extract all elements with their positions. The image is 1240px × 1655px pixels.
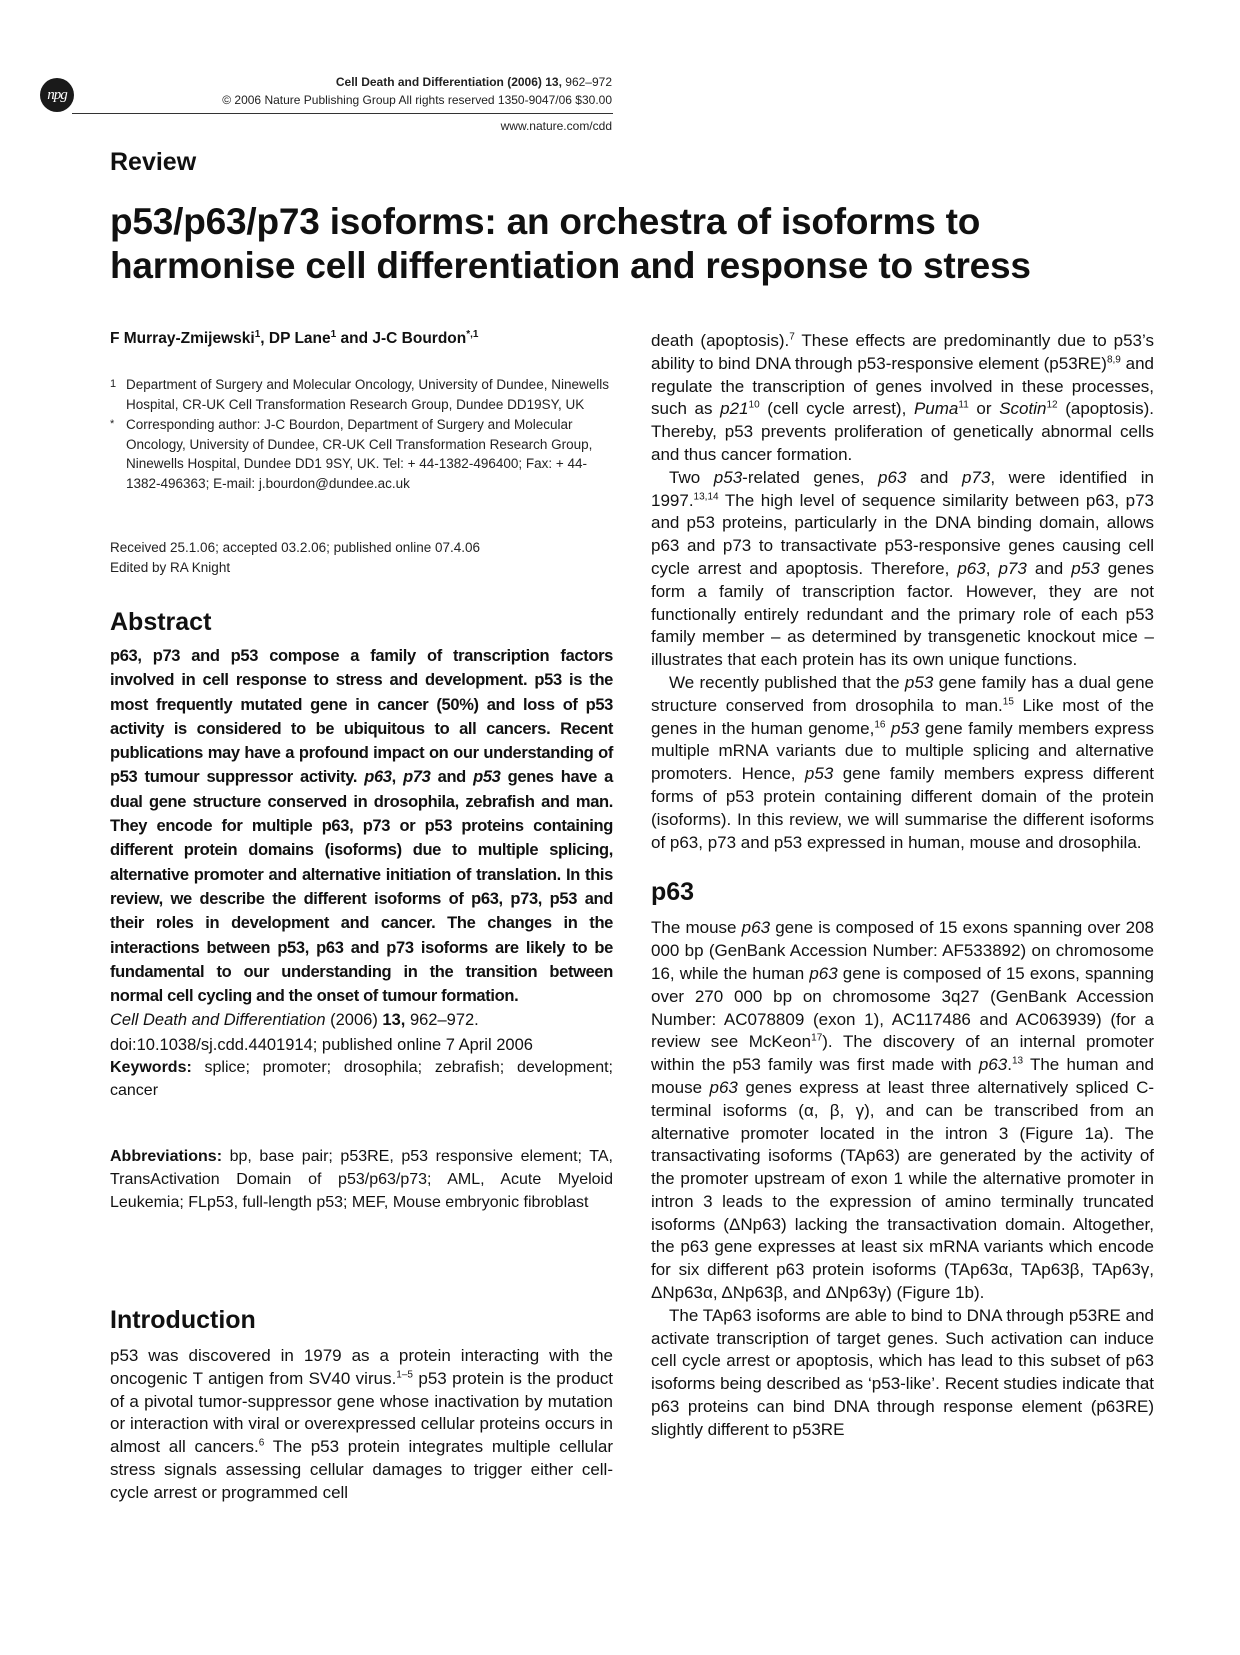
text-run: gene is composed of 15 exons spanning over 208 000 bp (GenBank Accession Number: AF533892) on chromosome 16, while the human: [651, 918, 1155, 983]
text-run: gene family members express multiple mRNA variants due to multiple splicing and alternative promoters. Hence,: [651, 718, 1154, 784]
reference: 12: [1046, 399, 1058, 411]
journal-url[interactable]: www.nature.com/cdd: [500, 119, 612, 133]
gene-name: p73: [998, 558, 1027, 578]
header-rule: [72, 113, 613, 114]
edited-by: Edited by RA Knight: [110, 559, 231, 575]
reference: 6: [258, 1437, 265, 1449]
abstract-text: [110, 644, 613, 1008]
gene-name: p53: [804, 764, 834, 784]
text-run: genes express at least three alternatively spliced C-terminal isoforms (α, β, γ), and can be transcribed from an alternative promoter located in the intron 3 (Figure 1a). The transactivating isoforms (TAp63) are generated by the activity of the promoter upstream of exon 1 while the alternative promoter in intron 3 leads to the expression of amino terminally truncated isoforms (ΔNp63) lacking the transactivation domain. Altogether, the p63 gene expresses at least six mRNA variants which encode for six different p63 protein isoforms (TAp63α, TAp63β, TAp63γ, ΔNp63α, ΔNp63β, and ΔNp63γ) (Figure 1b).: [651, 1077, 1155, 1303]
author-3: and J-C Bourdon: [336, 330, 467, 347]
corresponding-mark: *: [110, 418, 115, 430]
text-run: (cell cycle arrest),: [759, 399, 914, 419]
author-1: F Murray-Zmijewski: [110, 330, 255, 347]
affiliations: [110, 375, 613, 493]
text-run: gene is composed of 15 exons, spanning over 270 000 bp on chromosome 3q27 (GenBank Accession Number: AC078809 (exon 1), AC117486 and AC063939) (for a review see McKeon: [651, 963, 1154, 1052]
text-run: and regulate the transcription of genes involved in these processes, such as: [651, 353, 1154, 419]
citation-volume: 13,: [382, 1011, 406, 1030]
text-run: (apoptosis). Thereby, p53 prevents proliferation of genetically abnormal cells and thus cancer formation.: [651, 399, 1155, 464]
gene-name: p63: [741, 918, 771, 938]
paragraph-continued: [651, 330, 1154, 467]
gene-name: p53: [473, 768, 501, 787]
reference: 15: [1002, 696, 1014, 708]
title-line-2: harmonise cell differentiation and response to stress: [110, 245, 1031, 286]
text-run: , were identified in 1997.: [651, 467, 1154, 510]
citation-year: (2006): [325, 1011, 383, 1030]
affiliation-1-mark: 1: [110, 378, 117, 390]
p63-paragraph-2: The TAp63 isoforms are able to bind to DNA through p53RE and activate transcription of target genes. Such activation can induce cell cycle arrest or apoptosis, which has lead to this subset of p63 isoforms being described as ‘p53-like’. Recent studies indicate that p63 proteins can bind DNA through response element (p63RE) slightly different to p53RE: [651, 1305, 1154, 1439]
reference: 13,14: [693, 490, 719, 502]
text-run: genes form a family of transcription factor. However, they are not functionally entirely redundant and the primary role of each p53 family member – as determined by transgenetic knockout mice – illustrates that each protein has its own unique functions.: [651, 558, 1155, 670]
reference: 8,9: [1106, 354, 1121, 366]
gene-name: p53: [904, 672, 934, 692]
author-2: , DP Lane: [260, 330, 331, 347]
text-run: ,: [985, 558, 999, 578]
gene-name: p53: [1071, 558, 1100, 578]
text-run: and: [1026, 558, 1072, 578]
affiliation-1-text: Department of Surgery and Molecular Oncology, University of Dundee, Ninewells Hospital, CR-UK Cell Transformation Research Group, Dundee DD19SY, UK: [126, 377, 609, 412]
author-2-affil: 1: [330, 328, 337, 340]
gene-name: p63: [978, 1055, 1008, 1075]
text-run: The high level of sequence similarity between p63, p73 and p53 proteins, particularly in the DNA binding domain, allows p63 and p73 to transactivate p53-responsive genes causing cell cycle arrest and apoptosis. Therefore,: [651, 490, 1154, 578]
reference: 13: [1011, 1055, 1024, 1067]
text-run: and: [906, 467, 962, 487]
abbreviations-text: bp, base pair; p53RE, p53 responsive element; TA, TransActivation Domain of p53/p63/p73; AML, Acute Myeloid Leukemia; FLp53, full-length p53; MEF, Mouse embryonic fibroblast: [110, 1148, 613, 1211]
text-run: ). The discovery of an internal promoter within the p53 family was first made with: [651, 1032, 1155, 1075]
gene-name: p63: [957, 558, 986, 578]
citation-journal: Cell Death and Differentiation: [110, 1011, 326, 1030]
text-run: p53 was discovered in 1979 as a protein interacting with the oncogenic T antigen from SV40 virus.: [110, 1346, 613, 1388]
text-run: These effects are predominantly due to p53’s ability to bind DNA through p53-responsive element (p53RE): [651, 331, 1154, 373]
reference: 11: [958, 399, 969, 411]
journal-volume: 13,: [545, 75, 562, 89]
text-run: The p53 protein integrates multiple cellular stress signals assessing cellular damages to trigger either cell-cycle arrest or programmed cell: [110, 1437, 613, 1502]
p63-paragraph: [651, 917, 1154, 1305]
corresponding-text: Corresponding author: J-C Bourdon, Department of Surgery and Molecular Oncology, University of Dundee, CR-UK Cell Transformation Research Group, Ninewells Hospital, Dundee DD1 9SY, UK. Tel: + 44-1382-496400; Fax: + 44-1382-496363; E-mail: j.bourdon@dundee.ac.uk: [126, 417, 593, 491]
abstract-section: [110, 608, 613, 1057]
abstract-part: p63, p73 and p53 compose a family of transcription factors involved in cell response to stress and development. p53 is the most frequently mutated gene in cancer (50%) and loss of p53 activity is considered to be ubiquitous to all cancers. Recent publications may have a profound impact on our understanding of p53 tumour suppressor activity.: [110, 647, 613, 787]
reference: 16: [874, 718, 886, 730]
gene-name: Scotin: [999, 399, 1047, 419]
introduction-section: [110, 1306, 613, 1505]
text-run: gene family members express different forms of p53 protein containing different domain of the protein (isoforms). In this review, we will summarise the different isoforms of p63, p73 and p53 expressed in human, mouse and drosophila.: [651, 764, 1154, 852]
gene-name: p53: [891, 718, 920, 738]
text-run: .: [1007, 1055, 1012, 1075]
abstract-part: ,: [391, 768, 404, 787]
paragraph-dual-structure: [651, 672, 1154, 854]
citation-pages: 962–972.: [405, 1011, 479, 1030]
copyright: © 2006 Nature Publishing Group All rights reserved 1350-9047/06 $30.00: [222, 93, 612, 107]
author-3-affil: *,1: [466, 328, 479, 340]
keywords-text: splice; promoter; drosophila; zebrafish; development; cancer: [110, 1059, 613, 1099]
citation-doi[interactable]: doi:10.1038/sj.cdd.4401914; published online 7 April 2006: [110, 1035, 533, 1054]
article-title: [110, 200, 1110, 288]
journal-name: Cell Death and Differentiation (2006): [335, 75, 542, 89]
reference: 7: [789, 331, 795, 343]
npg-logo: npg: [40, 78, 74, 112]
abbreviations: [110, 1146, 613, 1214]
article-type: Review: [110, 148, 197, 176]
reference: 1–5: [396, 1369, 413, 1381]
abbreviations-label: Abbreviations:: [110, 1148, 223, 1165]
received-dates: Received 25.1.06; accepted 03.2.06; published online 07.4.06: [110, 540, 481, 555]
gene-name: p53: [713, 467, 743, 487]
gene-name: p73: [403, 768, 431, 787]
abstract-heading: Abstract: [110, 608, 212, 636]
text-run: The human and mouse: [651, 1055, 1154, 1097]
reference: 17: [811, 1032, 823, 1044]
author-1-affil: 1: [254, 328, 261, 340]
text-run: or: [968, 399, 1000, 419]
text-run: We recently published that the: [669, 672, 905, 692]
text-run: -related genes,: [742, 467, 879, 487]
author-list: [110, 330, 613, 348]
text-run: Two: [669, 467, 714, 487]
gene-name: Puma: [913, 399, 959, 419]
gene-name: p63: [809, 963, 838, 983]
journal-pages: 962–972: [565, 75, 612, 89]
text-run: gene family has a dual gene structure conserved from drosophila to man.: [651, 672, 1155, 715]
gene-name: p63: [709, 1077, 738, 1097]
right-column: [651, 330, 1154, 1442]
abstract-part: genes have a dual gene structure conserved in drosophila, zebrafish and man. They encode for multiple p63, p73 or p53 proteins containing different protein domains (isoforms) due to multiple splicing, alternative promoter and alternative initiation of translation. In this review, we describe the different isoforms of p63, p73, p53 and their roles in development and cancer. The changes in the interactions between p53, p63 and p73 isoforms are likely to be fundamental to our understanding in the transition between normal cell cycling and the onset of tumour formation.: [110, 768, 613, 1006]
reference: 10: [748, 399, 760, 411]
text-run: Like most of the genes in the human genome,: [651, 695, 1154, 738]
gene-name: p63: [364, 768, 392, 787]
article-dates: [110, 538, 613, 577]
affiliation-1: [110, 375, 613, 414]
keywords: [110, 1057, 613, 1103]
text-run: The mouse: [651, 918, 742, 938]
text-run: p53 protein is the product of a pivotal tumor-suppressor gene whose inactivation by mutation or interaction with viral or overexpressed cellular proteins occurs in almost all cancers.: [110, 1368, 613, 1457]
title-line-1: p53/p63/p73 isoforms: an orchestra of isoforms to: [110, 201, 981, 242]
introduction-paragraph: [110, 1345, 613, 1505]
p63-heading: p63: [651, 878, 695, 907]
abstract-part: and: [430, 768, 474, 787]
gene-name: p73: [961, 467, 991, 487]
corresponding-author: [110, 415, 613, 493]
paragraph-family: [651, 467, 1154, 672]
keywords-label: Keywords:: [110, 1059, 192, 1076]
gene-name: p21: [720, 399, 749, 419]
gene-name: p63: [878, 467, 907, 487]
introduction-heading: Introduction: [110, 1306, 256, 1334]
text-run: death (apoptosis).: [651, 331, 790, 350]
journal-line: [336, 74, 612, 90]
abstract-citation: [110, 1008, 613, 1057]
